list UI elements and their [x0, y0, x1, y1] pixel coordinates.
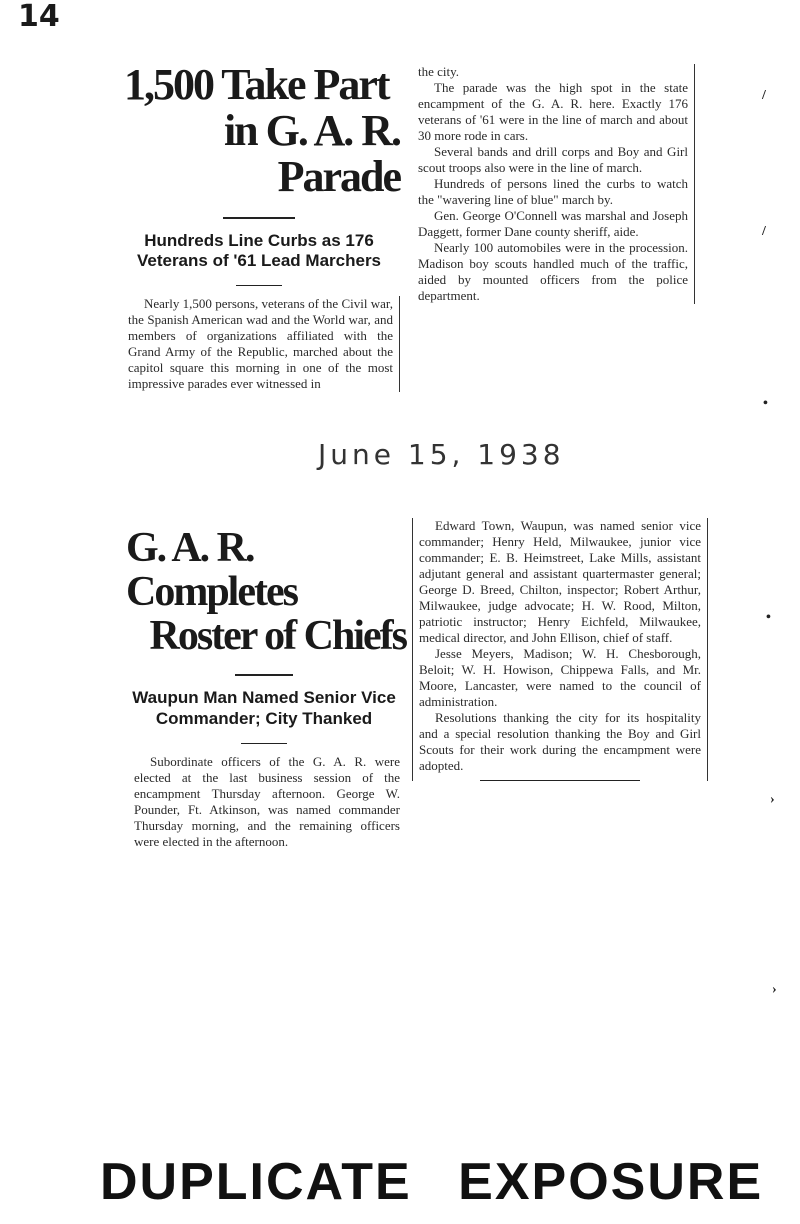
article-2-col2-para-2: Jesse Meyers, Madison; W. H. Chesborough, Beloit; W. H. Howison, Chippewa Falls, and Mr. Moore, Lancaster, were named to the council of administration. [419, 646, 701, 709]
article-1-col2-para-5: Gen. George O'Connell was marshal and Joseph Daggett, former Dane county sheriff, aide. [418, 208, 688, 239]
article-1-col2-para-2: The parade was the high spot in the state encampment of the G. A. R. here. Exactly 176 veterans of '61 were in the line of march and about 30 more rode in cars. [418, 80, 688, 143]
scan-edge-mark: • [766, 610, 771, 625]
scan-edge-mark: / [762, 224, 766, 239]
article-1-col2-para-4: Hundreds of persons lined the curbs to watch the "wavering line of blue" march by. [418, 176, 688, 207]
article-1-col2-para-6: Nearly 100 automobiles were in the procession. Madison boy scouts handled much of the traffic, aided by mounted officers from the police department. [418, 240, 688, 303]
article-1-headline [118, 62, 400, 201]
handwritten-date: June 15, 1938 [318, 438, 565, 471]
scan-edge-mark: › [772, 982, 777, 997]
article-2-headline-line-2: Roster of Chiefs [149, 613, 406, 660]
article-2-subhead: Waupun Man Named Senior Vice Commander; City Thanked [132, 688, 396, 728]
article-1-column-1 [118, 296, 400, 392]
article-1-col2-para-3: Several bands and drill corps and Boy and Girl scout troops also were in the line of march. [418, 144, 688, 175]
article-2-end-rule [480, 780, 640, 781]
article-1-headline-line-1: 1,500 Take Part [124, 60, 389, 109]
article-1-rule-top [223, 217, 295, 219]
scan-edge-mark: • [763, 396, 768, 411]
article-1-rule-bottom [236, 285, 282, 286]
article-2-headline-line-1: G. A. R. Completes [126, 525, 297, 616]
duplicate-exposure-stamp [100, 1152, 763, 1212]
stamp-word-2: EXPOSURE [458, 1153, 764, 1211]
article-1-headline-line-2: in G. A. R. Parade [223, 106, 400, 202]
scan-edge-mark: / [762, 88, 766, 103]
article-1-col2-para-1: the city. [418, 64, 460, 79]
article-2-headline [122, 526, 406, 658]
article-2-column-2 [412, 518, 708, 781]
article-2-col1-para-1: Subordinate officers of the G. A. R. were elected at the last business session of the encampment Thursday afternoon. George W. Pounder, Ft. Atkinson, was named commander Thursday morning, and the remaining officers were elected in the afternoon. [134, 754, 400, 850]
article-2-column-1 [122, 754, 406, 850]
article-2-rule-top [235, 674, 293, 676]
article-1 [118, 62, 400, 392]
article-1-col1-para-1: Nearly 1,500 persons, veterans of the Civil war, the Spanish American wad and the World war, and members of organizations affiliated with the Grand Army of the Republic, marched about the capitol square this morning in one of the most impressive parades ever witnessed in [128, 296, 393, 392]
article-2-col2-para-3: Resolutions thanking the city for its hospitality and a special resolution thanking the Boy and Girl Scouts for their work during the encampment were adopted. [419, 710, 701, 773]
article-1-subhead: Hundreds Line Curbs as 176 Veterans of '61 Lead Marchers [136, 230, 382, 270]
page-number: 14 [18, 0, 60, 34]
article-2-rule-bottom [241, 743, 287, 744]
article-1-column-2 [418, 64, 695, 304]
scan-edge-mark: › [770, 792, 775, 807]
stamp-word-1: DUPLICATE [100, 1153, 412, 1211]
article-2 [122, 526, 406, 850]
article-2-col2-para-1: Edward Town, Waupun, was named senior vice commander; Henry Held, Milwaukee, junior vice commander; E. B. Heimstreet, Lake Mills, assistant adjutant general and assistant quartermaster general; George D. Breed, Chilton, inspector; Robert Arthur, Milwaukee, judge advocate; H. W. Rood, Milton, patriotic instructor; Henry Eichfeld, Milwaukee, medical director, and John Ellison, chief of staff. [419, 518, 701, 645]
